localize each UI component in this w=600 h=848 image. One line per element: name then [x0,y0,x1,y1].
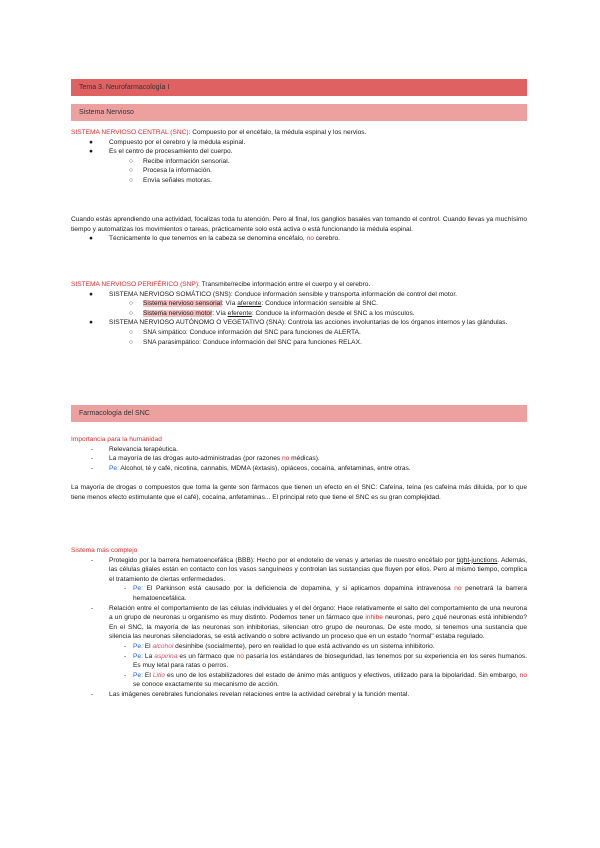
example-label: Pe: [133,671,143,679]
drugs-paragraph: La mayoría de drogas o compuestos que toma la gente son fármacos que tienen un efecto en el SNC: Cafeína, teína (es cafeína más diluida, por lo que tiene menos efecto estimulante que el café), cocaína, anfetaminas... El principal reto que tiene el SNC es su gran complejidad. [71,484,527,501]
list-item-text: pasaría los estándares de bioseguridad, las tenemos por su experiencia en los seres humanos. Es muy letal para ratas o perros. [133,652,528,670]
list-item-text: : Vía [221,300,238,308]
list-item: ● Técnicamente lo que tenemos en la cabeza se denomina encéfalo, no cerebro. [89,235,340,243]
list-item-text: Procesa la información. [143,167,212,175]
learning-section [71,215,527,244]
list-item: - Pe: El Litio es uno de los estabilizadores del estado de ánimo más antiguos y efectivos, utilizado para la bipolaridad. Sin embargo, no se conoce exactamente su mecanismo de acción. [124,671,527,689]
list-item: - Protegido por la barrera hematoencefálica (BBB): Hecho por el endotelio de venas y arterias de nuestro encéfalo por tight-junctions. Además, las células gliales están en contacto con los vasos sanguíneos y controlan las sustancias que fluyen por ellos. Pero al mismo tiempo, complica el tratamiento de ciertas enfermedades. [91,556,527,583]
list-item: - La mayoría de las drogas auto-administradas (por razones no médicas). [91,455,320,463]
list-item-text: . Además, las células gliales están en contacto con los vasos sanguíneos y controlan las sustancias que fluyen por ellos. Pero al mismo tiempo, complica el tratamiento de ciertas enfermedades. [109,556,527,583]
list-item-text: Relación entre el comportamiento de las células individuales y el del órgano: Hace relativamente el salto del comportamiento de una neurona a un grupo de neuronas u organismo es muy distinto. Podemos tener un fármaco que [109,604,527,622]
learning-paragraph: Cuando estás aprendiendo una actividad, focalizas toda tu atención. Pero al final, los ganglios basales van tomando el control. Cuando llevas ya muchísimo tiempo y automatizas los movimientos o tareas, prácticamente solo está activa o está funcionando la médula espinal. [71,216,527,233]
list-item: ○ Sistema nervioso sensorial: Vía aferente: Conduce información sensible al SNC. [129,300,378,308]
term-aferente: aferente [237,300,262,308]
list-item-text: Relevancia terapéutica. [109,445,178,453]
list-item-text: El Parkinson está causado por la deficiencia de dopamina, y si aplicamos dopamina intravenosa [142,585,455,593]
list-item: - Relevancia terapéutica. [91,445,178,453]
list-item-text: es uno de los estabilizadores del estado de ánimo más antiguos y efectivos, utilizado para la bipolaridad. Sin embargo, [164,671,520,679]
section-title: Farmacología del SNC [79,410,150,417]
example-label: Pe: [133,585,143,593]
term-litio: Litio [152,671,165,679]
list-item-text: médicas). [289,455,320,463]
example-label: Pe: [109,464,119,472]
list-item-text: : Vía [212,309,228,317]
complexity-section [71,546,527,700]
list-item-text: penetrará la barrera hematoencefálica. [133,585,527,602]
list-item: ○ Sistema nervioso motor: Vía eferente: Conduce la información desde el SNC a los músculos. [129,309,415,317]
inhibe-emphasis: inhibe [365,614,383,622]
list-item-text: SNA simpático: Conduce información del SNC para funciones de ALERTA. [143,328,361,336]
list-item-text: Envía señales motoras. [143,176,212,184]
importance-section [71,435,527,503]
list-item: ● Es el centro de procesamiento del cuerpo. [89,148,233,156]
snc-heading [71,128,527,138]
list-item: ● SISTEMA NERVIOSO SOMÁTICO (SNS): Conduce información sensible y transporta información de control del motor. [89,290,458,298]
list-item: - Las imágenes cerebrales funcionales revelan relaciones entre la actividad cerebral y la función mental. [91,690,410,698]
list-item-text: : Conduce la información desde el SNC a los músculos. [251,309,415,317]
list-item-text: La mayoría de las drogas auto-administradas (por razones [109,455,282,463]
list-item-text: desinhibe (socialmente), pero en realidad lo que está activando es un sistema inhibitorio. [173,642,435,650]
list-item-text: Protegido por la barrera hematoencefálica (BBB): Hecho por el endotelio de venas y arterias de nuestro encéfalo por [109,556,457,564]
snp-title: SISTEMA NERVIOSO PERIFÉRICO (SNP): [71,281,200,288]
term-eferente: eferente [227,309,252,317]
chapter-title-banner [71,79,527,96]
no-emphasis: no [282,455,290,463]
snc-title: SISTEMA NERVIOSO CENTRAL (SNC): [71,129,191,136]
list-item: - Pe: La aspirina es un fármaco que no pasaría los estándares de bioseguridad, las tenemos por su experiencia en los seres humanos. Es muy letal para ratas o perros. [124,652,528,670]
list-item-text: cerebro. [313,235,340,243]
example-label: Pe: [133,642,143,650]
list-item-text: Recibe información sensorial. [143,157,230,165]
list-item: - Pe: El alcohol desinhibe (socialmente), pero en realidad lo que está activando es un sistema inhibitorio. [124,642,435,650]
list-item-text: SISTEMA NERVIOSO SOMÁTICO (SNS): Conduce información sensible y transporta información de control del motor. [109,290,458,298]
list-item: ○ SNA parasimpático: Conduce información del SNC para funciones RELAX. [129,338,362,346]
no-emphasis: no [519,671,527,679]
section-banner-cns-pharmacology [71,405,527,422]
term-tight-junctions: tight-junctions [456,556,498,564]
snc-section [71,128,527,186]
list-item: ○ Recibe información sensorial. [129,157,230,165]
list-item: ○ Envía señales motoras. [129,176,212,184]
chapter-title: Tema 3. Neurofarmacología I [79,84,170,91]
list-item-text: es un fármaco que [177,652,237,660]
no-emphasis: no [454,585,462,593]
list-item-text: SNA parasimpático: Conduce información del SNC para funciones RELAX. [143,338,362,346]
snc-desc: Compuesto por el encéfalo, la médula espinal y los nervios. [190,129,367,136]
list-item-text: : Conduce información sensible al SNC. [261,300,378,308]
list-item-text: La [142,652,155,660]
list-item-text: se conoce exactamente su mecanismo de acción. [133,681,279,689]
term-alcohol: alcohol [152,642,174,650]
list-item-text: El [142,671,153,679]
complexity-title: Sistema más complejo [71,547,138,554]
list-item: ○ Procesa la información. [129,167,212,175]
list-item-text: Alcohol, té y café, nicotina, cannabis, MDMA (éxtasis), opiáceos, cocaína, anfetaminas, entre otras. [118,464,411,472]
no-emphasis: no [306,235,314,243]
list-item-text: Técnicamente lo que tenemos en la cabeza se denomina encéfalo, [109,235,307,243]
section-banner-nervous-system [71,104,527,121]
list-item-text: neuronas, pero ¿qué neuronas está inhibiendo? En el SNC, la mayoría de las neuronas son inhibitorias, silencian otro grupo de neuronas. De este modo, si tenemos una sustancia que silencia las neuronas silenciadoras, se está activando o sobre activando un proceso que en un estado "normal" estaba regulado. [109,614,527,641]
example-label: Pe: [133,652,143,660]
list-item: - Relación entre el comportamiento de las células individuales y el del órgano: Hace relativamente el salto del comportamiento de una neurona a un grupo de neuronas u organismo es muy distinto. Podemos tener un fármaco que inhibe neuronas, pero ¿qué neuronas está inhibiendo? En el SNC, la mayoría de las neuronas son inhibitorias, silencian otro grupo de neuronas. De este modo, si tenemos una sustancia que silencia las neuronas silenciadoras, se está activando o sobre activando un proceso que en un estado "normal" estaba regulado. [91,604,527,641]
no-emphasis: no [236,652,244,660]
list-item: ● SISTEMA NERVIOSO AUTÓNOMO O VEGETATIVO (SNA): Controla las acciones involuntarias de los órganos internos y las glándulas. [89,319,508,327]
list-item-text: SISTEMA NERVIOSO AUTÓNOMO O VEGETATIVO (SNA): Controla las acciones involuntarias de los órganos internos y las glándulas. [109,319,508,327]
importance-title: Importancia para la humanidad [71,436,162,443]
list-item: ○ SNA simpático: Conduce información del SNC para funciones de ALERTA. [129,328,361,336]
section-title: Sistema Nervioso [79,109,134,116]
list-item: ● Compuesto por el cerebro y la médula espinal. [89,138,246,146]
list-item: - Pe: Alcohol, té y café, nicotina, cannabis, MDMA (éxtasis), opiáceos, cocaína, anfetaminas, entre otras. [91,464,411,472]
highlight-motor: Sistema nervioso motor [143,309,213,317]
list-item-text: Es el centro de procesamiento del cuerpo. [109,148,233,156]
highlight-sensorial: Sistema nervioso sensorial [143,300,222,308]
snp-heading [71,280,527,290]
list-item-text: El [142,642,153,650]
snp-desc: Transmite/recibe información entre el cuerpo y el cerebro. [199,281,371,288]
list-item-text: Compuesto por el cerebro y la médula espinal. [109,138,246,146]
list-item: - Pe: El Parkinson está causado por la deficiencia de dopamina, y si aplicamos dopamina intravenosa no penetrará la barrera hematoencefálica. [124,585,527,602]
list-item-text: Las imágenes cerebrales funcionales revelan relaciones entre la actividad cerebral y la función mental. [109,690,410,698]
term-aspirina: aspirina [154,652,178,660]
snp-section [71,280,527,347]
